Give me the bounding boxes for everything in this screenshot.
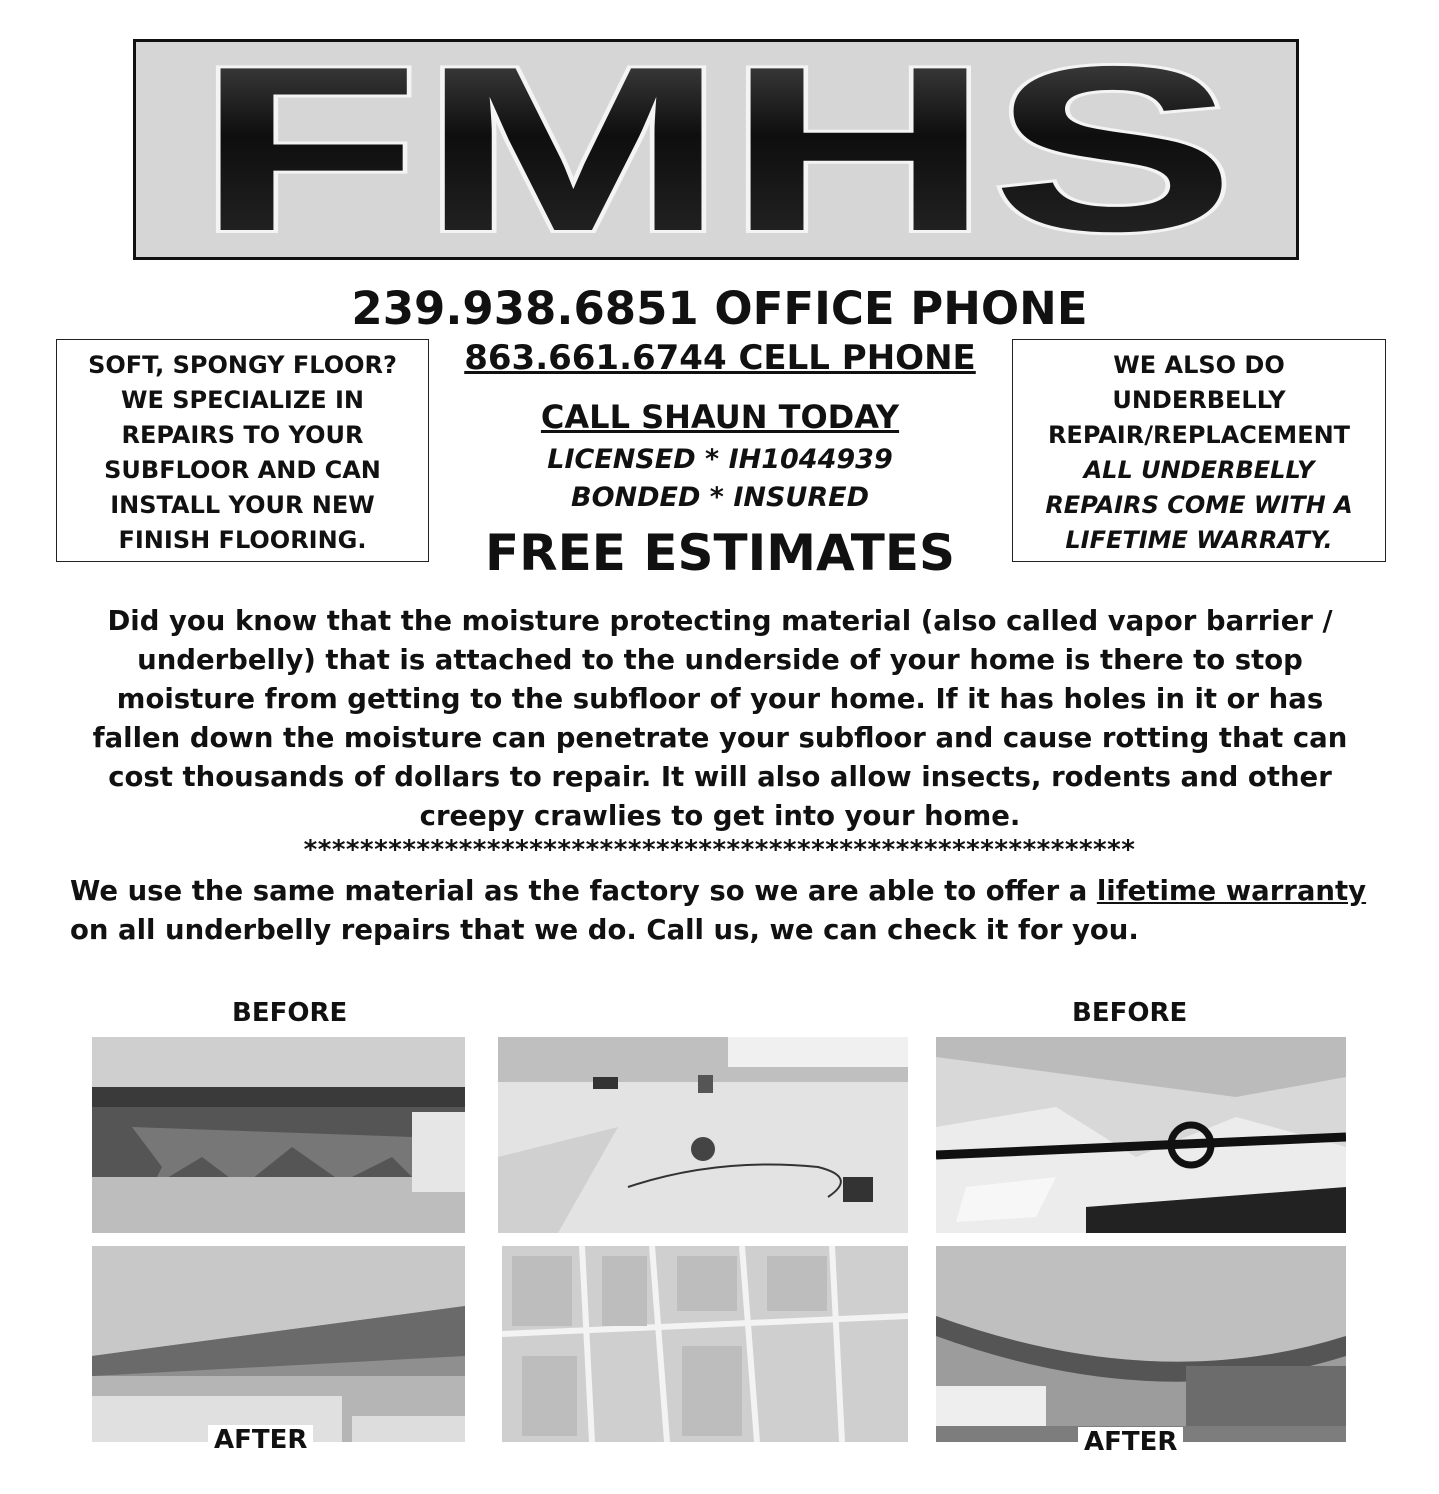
warranty-paragraph bbox=[70, 872, 1390, 950]
photo-before-right bbox=[936, 1037, 1346, 1233]
box-line: REPAIRS TO YOUR bbox=[121, 421, 364, 449]
call-to-action: CALL SHAUN TODAY bbox=[540, 398, 900, 436]
after-label-left: AFTER bbox=[208, 1425, 313, 1455]
free-estimates: FREE ESTIMATES bbox=[484, 524, 956, 582]
subfloor-info-box bbox=[56, 339, 429, 562]
box-line-italic: REPAIRS COME WITH A bbox=[1045, 491, 1353, 519]
box-line: SUBFLOOR AND CAN bbox=[104, 456, 381, 484]
underbelly-info-box bbox=[1012, 339, 1386, 562]
license-number: LICENSED * IH1044939 bbox=[547, 444, 893, 475]
photo-after-right bbox=[936, 1246, 1346, 1442]
before-label-left: BEFORE bbox=[226, 998, 353, 1028]
logo-banner bbox=[133, 39, 1299, 260]
box-line: WE SPECIALIZE IN bbox=[121, 386, 364, 414]
vapor-barrier-paragraph: Did you know that the moisture protecting material (also called vapor barrier / underbelly) that is attached to the underside of your home is there to stop moisture from getting to the subfloor of your home. If it has holes in it or has fallen down the moisture can penetrate your subfloor and cause rotting that can cost thousands of dollars to repair. It will also allow insects, rodents and other creepy crawlies to get into your home. bbox=[92, 605, 1348, 832]
box-line-italic: LIFETIME WARRATY. bbox=[1065, 526, 1333, 554]
photo-before-left bbox=[92, 1037, 465, 1233]
photo-insulation bbox=[502, 1246, 908, 1442]
warranty-underlined: lifetime warranty bbox=[1096, 875, 1367, 907]
bonded-insured: BONDED * INSURED bbox=[571, 482, 869, 513]
box-line: UNDERBELLY bbox=[1112, 386, 1286, 414]
box-line: FINISH FLOORING. bbox=[118, 526, 367, 554]
after-label-right: AFTER bbox=[1078, 1427, 1183, 1457]
box-line-italic: ALL UNDERBELLY bbox=[1083, 456, 1315, 484]
fmhs-logo bbox=[176, 50, 1256, 250]
box-line: SOFT, SPONGY FLOOR? bbox=[88, 351, 397, 379]
box-line: INSTALL YOUR NEW bbox=[110, 491, 375, 519]
cell-phone: 863.661.6744 CELL PHONE bbox=[464, 338, 976, 378]
office-phone: 239.938.6851 OFFICE PHONE bbox=[351, 282, 1088, 335]
before-label-right: BEFORE bbox=[1066, 998, 1193, 1028]
box-line: REPAIR/REPLACEMENT bbox=[1047, 421, 1351, 449]
photo-after-left bbox=[92, 1246, 465, 1442]
photo-flooring-install bbox=[498, 1037, 908, 1233]
logo-text: FMHS bbox=[196, 49, 1236, 250]
star-divider: *********************************************************** bbox=[303, 835, 1136, 865]
warranty-text-after: on all underbelly repairs that we do. Call us, we can check it for you. bbox=[70, 914, 1139, 946]
warranty-text-before: We use the same material as the factory so we are able to offer a bbox=[70, 875, 1097, 907]
box-line: WE ALSO DO bbox=[1113, 351, 1285, 379]
